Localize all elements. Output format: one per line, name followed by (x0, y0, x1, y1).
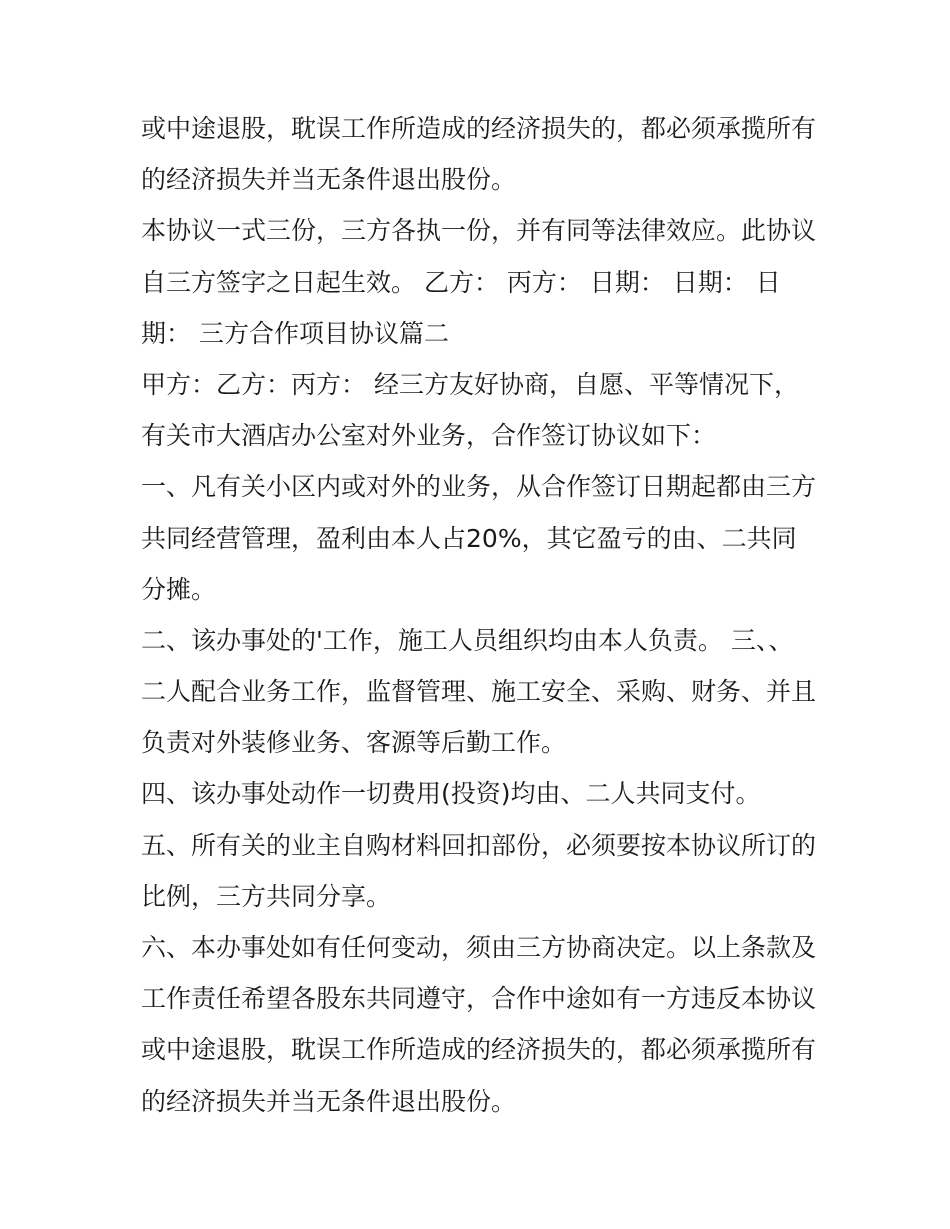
text-line: 的经济损失并当无条件退出股份。 (141, 165, 517, 195)
text-line: 期： 三方合作项目协议篇二 (141, 318, 449, 348)
text-line: 一、凡有关小区内或对外的业务，从合作签订日期起都由三方 (141, 472, 817, 502)
text-line: 四、该办事处动作一切费用(投资)均由、二人共同支付。 (141, 779, 761, 809)
text-line: 的经济损失并当无条件退出股份。 (141, 1086, 517, 1116)
text-line: 二、该办事处的'工作，施工人员组织均由本人负责。 三、、 (141, 625, 794, 655)
text-line: 五、所有关的业主自购材料回扣部份，必须要按本协议所订的 (141, 830, 817, 860)
text-line: 六、本办事处如有任何变动，须由三方协商决定。以上条款及 (141, 933, 817, 962)
text-line: 有关市大酒店办公室对外业务，合作签订协议如下： (141, 421, 717, 451)
text-line: 二人配合业务工作，监督管理、施工安全、采购、财务、并且 (141, 677, 817, 707)
text-line: 或中途退股，耽误工作所造成的经济损失的，都必须承揽所有 (141, 114, 817, 143)
text-line: 负责对外装修业务、客源等后勤工作。 (141, 728, 567, 758)
text-line: 共同经营管理，盈利由本人占20%，其它盈亏的由、二共同 (141, 523, 797, 553)
text-line: 工作责任希望各股东共同遵守，合作中途如有一方违反本协议 (141, 984, 817, 1014)
text-line: 比例，三方共同分享。 (141, 881, 392, 911)
text-line: 本协议一式三份，三方各执一份，并有同等法律效应。此协议 (141, 216, 817, 246)
document-body (141, 103, 821, 1127)
text-line: 甲方：乙方：丙方： 经三方友好协商，自愿、平等情况下， (141, 369, 799, 399)
text-line: 或中途退股，耽误工作所造成的经济损失的，都必须承揽所有 (141, 1035, 817, 1065)
text-line: 自三方签字之日起生效。 乙方： 丙方： 日期： 日期： 日 (141, 267, 781, 297)
text-line: 分摊。 (141, 574, 217, 604)
